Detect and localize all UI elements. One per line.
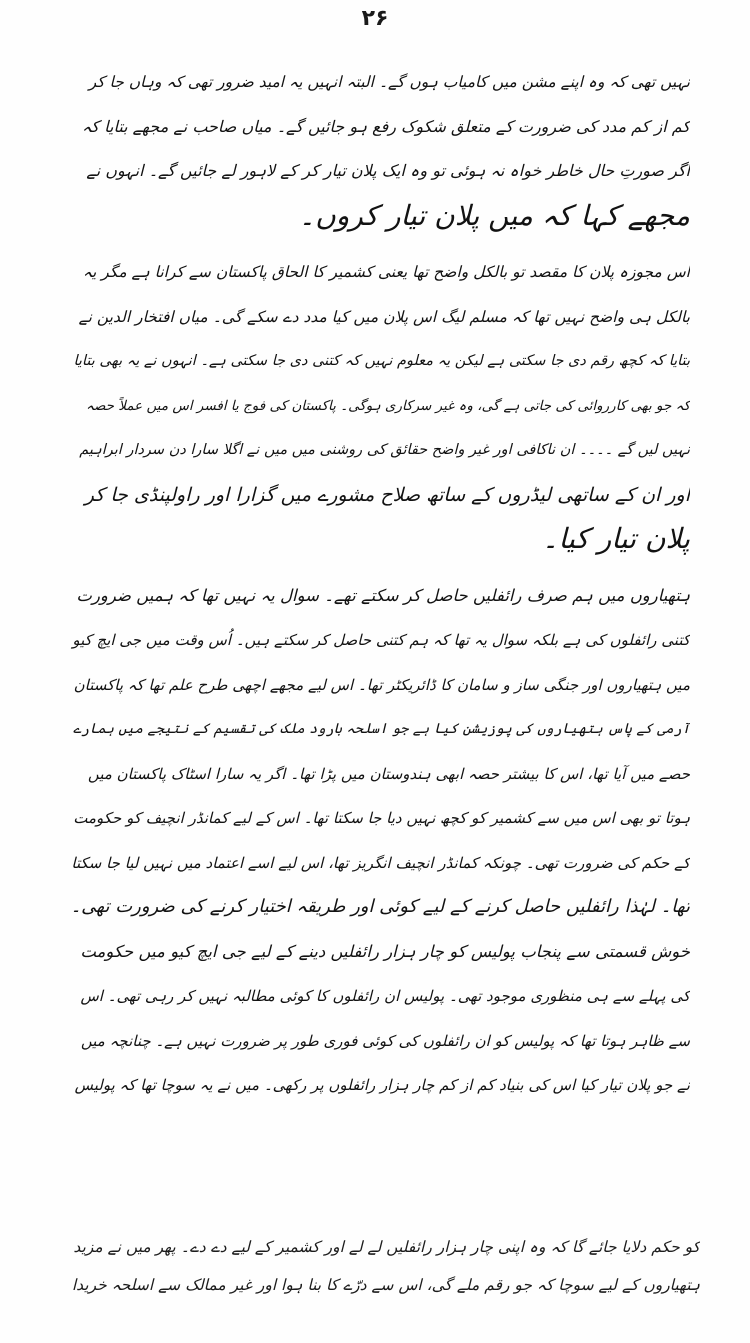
text-line: نے جو پلان تیار کیا اس کی بنیاد کم از کم چار ہزار رائفلوں پر رکھی۔ میں نے یہ سوچا تھا کہ پولیس bbox=[74, 1076, 690, 1094]
page-number: ۲۶ bbox=[361, 6, 389, 31]
text-line: آرمی کے پاس ہتھیاروں کی پوزیشن کیا ہے جو اسلحہ بارود ملک کی تقسیم کے نتیجے میں ہمارے bbox=[72, 721, 690, 737]
text-line: کے حکم کی ضرورت تھی۔ چونکہ کمانڈر انچیف انگریز تھا، اس لیے اسے اعتماد میں نہیں لیا جا سکتا bbox=[71, 853, 690, 872]
text-line: خوش قسمتی سے پنجاب پولیس کو چار ہزار رائفلیں دینے کے لیے جی ایچ کیو میں حکومت bbox=[80, 941, 690, 961]
text-line: اور ان کے ساتھی لیڈروں کے ساتھ صلاح مشورے میں گزارا اور راولپنڈی جا کر bbox=[84, 483, 690, 506]
text-line: نہیں لیں گے ۔۔۔۔ ان ناکافی اور غیر واضح حقائق کی روشنی میں میں نے اگلا سارا دن سردار ابراہیم bbox=[79, 442, 690, 458]
page-footer-text bbox=[60, 1228, 700, 1304]
text-line: ہتھیاروں کے لیے سوچا کہ جو رقم ملے گی، اس سے درّے کا بنا ہوا اور غیر ممالک سے اسلحہ خریدا bbox=[71, 1276, 700, 1294]
paragraph-gap bbox=[70, 562, 690, 574]
text-line: کتنی رائفلوں کی ہے بلکہ سوال یہ تھا کہ ہم کتنی حاصل کر سکتے ہیں۔ اُس وقت میں جی ایچ کیو bbox=[72, 631, 690, 649]
text-line: کی پہلے سے ہی منظوری موجود تھی۔ پولیس ان رائفلوں کا کوئی مطالبہ نہیں کر رہی تھی۔ اس bbox=[80, 987, 690, 1005]
text-line: اس مجوزہ پلان کا مقصد تو بالکل واضح تھا یعنی کشمیر کا الحاق پاکستان سے کرانا ہے مگر یہ bbox=[82, 263, 690, 281]
text-line: بتایا کہ کچھ رقم دی جا سکتی ہے لیکن یہ معلوم نہیں کہ کتنی دی جا سکتی ہے۔ انہوں نے یہ بھی بتایا bbox=[73, 353, 690, 369]
text-line: کم از کم مدد کی ضرورت کے متعلق شکوک رفع ہو جائیں گے۔ میاں صاحب نے مجھے بتایا کہ bbox=[82, 116, 690, 136]
text-line: بالکل ہی واضح نہیں تھا کہ مسلم لیگ اس پلان میں کیا مدد دے سکے گی۔ میاں افتخار الدین نے bbox=[78, 307, 690, 326]
paragraph-1 bbox=[70, 60, 690, 238]
text-line: ہوتا تو بھی اس میں سے کشمیر کو کچھ نہیں دیا جا سکتا تھا۔ اس کے لیے کمانڈر انچیف کو حکومت bbox=[73, 809, 690, 827]
text-line: نہیں تھی کہ وہ اپنے مشن میں کامیاب ہوں گے۔ البتہ انہیں یہ امید ضرور تھی کہ وہاں جا کر bbox=[88, 73, 690, 91]
text-line: میں ہتھیاروں اور جنگی ساز و سامان کا ڈائریکٹر تھا۔ اس لیے مجھے اچھی طرح علم تھا کہ پاکستان bbox=[73, 675, 690, 694]
paragraph-3 bbox=[70, 574, 690, 930]
text-line: کو حکم دلایا جائے گا کہ وہ اپنی چار ہزار رائفلیں لے لے اور کشمیر کے لیے دے دے۔ پھر میں نے مزید bbox=[73, 1238, 700, 1256]
text-line: ہتھیاروں میں ہم صرف رائفلیں حاصل کر سکتے تھے۔ سوال یہ نہیں تھا کہ ہمیں ضرورت bbox=[76, 585, 690, 605]
text-line: مجھے کہا کہ میں پلان تیار کروں۔ bbox=[298, 198, 690, 232]
text-line: سے ظاہر ہوتا تھا کہ پولیس کو ان رائفلوں کی کوئی فوری طور پر ضرورت نہیں ہے۔ چنانچہ میں bbox=[80, 1031, 690, 1050]
text-line: تھا۔ لہٰذا رائفلیں حاصل کرنے کے لیے کوئی اور طریقہ اختیار کرنے کی ضرورت تھی۔ bbox=[70, 896, 690, 917]
text-line: حصے میں آیا تھا، اس کا بیشتر حصہ ابھی ہندوستان میں پڑا تھا۔ اگر یہ سارا اسٹاک پاکستان میں bbox=[87, 764, 690, 783]
paragraph-gap bbox=[70, 238, 690, 250]
page-body bbox=[70, 60, 690, 1108]
paragraph-4 bbox=[70, 930, 690, 1108]
text-line: اگر صورتِ حال خاطر خواہ نہ ہوئی تو وہ ایک پلان تیار کر کے لاہور لے جائیں گے۔ انہوں نے bbox=[86, 161, 690, 180]
paragraph-2 bbox=[70, 250, 690, 562]
text-line: کہ جو بھی کارروائی کی جاتی ہے گی، وہ غیر سرکاری ہوگی۔ پاکستان کی فوج یا افسر اس میں عملاً حصہ bbox=[86, 397, 690, 414]
text-line: پلان تیار کیا۔ bbox=[542, 522, 690, 555]
